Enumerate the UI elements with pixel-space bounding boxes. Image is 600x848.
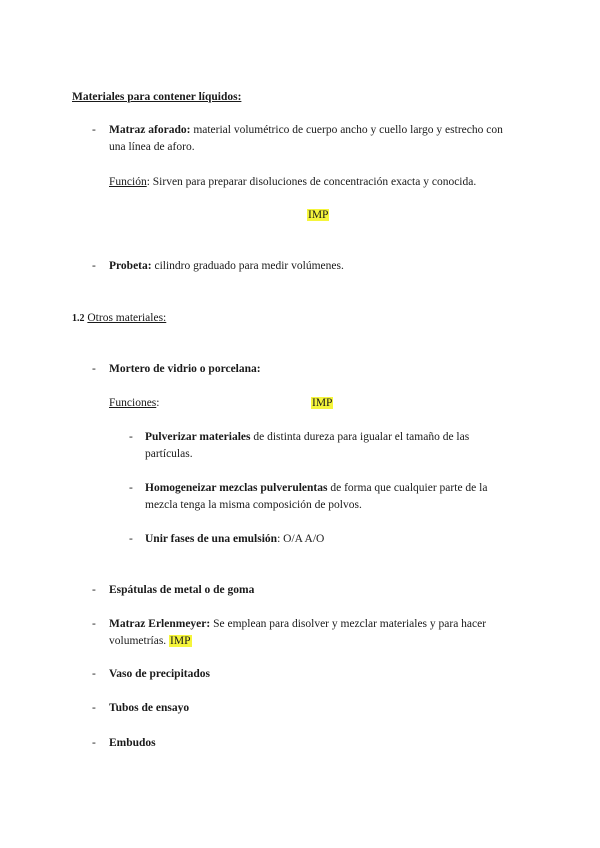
- matraz-aforado-term: Matraz aforado:: [109, 124, 191, 136]
- sub-bullet-dash: -: [129, 533, 133, 545]
- matraz-aforado-desc: material volumétrico de cuerpo ancho y cuello largo y estrecho con: [190, 124, 503, 136]
- matraz-aforado-line1: [109, 122, 503, 139]
- matraz-aforado-funcion: [109, 174, 476, 191]
- imp-highlight: IMP: [170, 635, 191, 647]
- mortero-term: Mortero de vidrio o porcelana:: [109, 363, 261, 375]
- bullet-dash: -: [92, 363, 96, 375]
- item-term: Pulverizar materiales: [145, 431, 251, 443]
- item-desc: de forma que cualquier parte de la: [327, 482, 488, 494]
- matraz-aforado-line2: una línea de aforo.: [109, 141, 195, 153]
- vaso-term: Vaso de precipitados: [109, 668, 210, 680]
- funciones-label: Funciones: [109, 397, 157, 409]
- section-number: 1.2: [72, 313, 85, 324]
- imp-highlight: IMP: [308, 209, 329, 221]
- erlenmeyer-line2: [109, 633, 192, 650]
- item-desc: de distinta dureza para igualar el tamaño de las: [250, 431, 470, 443]
- item-desc-line2: mezcla tenga la misma composición de polvos.: [145, 499, 362, 511]
- bullet-dash: -: [92, 737, 96, 749]
- item-desc: : O/A A/O: [277, 533, 325, 545]
- otros-title: Otros materiales:: [87, 312, 167, 324]
- probeta-term: Probeta:: [109, 260, 152, 272]
- sub-bullet-dash: -: [129, 482, 133, 494]
- imp-badge: [311, 395, 333, 412]
- list-item: [145, 531, 324, 548]
- section-title: Materiales para contener líquidos:: [72, 91, 242, 103]
- otros-heading: [72, 310, 166, 327]
- bullet-dash: -: [92, 702, 96, 714]
- bullet-dash: -: [92, 668, 96, 680]
- bullet-dash: -: [92, 584, 96, 596]
- erlenmeyer-desc: Se emplean para disolver y mezclar materiales y para hacer: [210, 618, 487, 630]
- bullet-dash: -: [92, 124, 96, 136]
- funcion-label: Función: [109, 176, 147, 188]
- item-term: Homogeneizar mezclas pulverulentas: [145, 482, 328, 494]
- bullet-dash: -: [92, 260, 96, 272]
- funciones-colon: :: [156, 397, 160, 409]
- list-item: [145, 429, 469, 446]
- erlenmeyer-desc-2: volumetrías.: [109, 635, 170, 647]
- funcion-text: : Sirven para preparar disoluciones de concentración exacta y conocida.: [146, 176, 477, 188]
- erlenmeyer-term: Matraz Erlenmeyer:: [109, 618, 211, 630]
- bullet-dash: -: [92, 618, 96, 630]
- tubos-term: Tubos de ensayo: [109, 702, 190, 714]
- funciones-line: [109, 395, 159, 412]
- embudos-term: Embudos: [109, 737, 156, 749]
- list-item: [145, 480, 487, 497]
- imp-badge: [307, 207, 329, 224]
- item-term: Unir fases de una emulsión: [145, 533, 278, 545]
- imp-highlight: IMP: [312, 397, 333, 409]
- erlenmeyer-line1: [109, 616, 486, 633]
- item-desc-line2: partículas.: [145, 448, 193, 460]
- sub-bullet-dash: -: [129, 431, 133, 443]
- espatulas-term: Espátulas de metal o de goma: [109, 584, 255, 596]
- probeta-line: [109, 258, 344, 275]
- probeta-desc: cilindro graduado para medir volúmenes.: [151, 260, 344, 272]
